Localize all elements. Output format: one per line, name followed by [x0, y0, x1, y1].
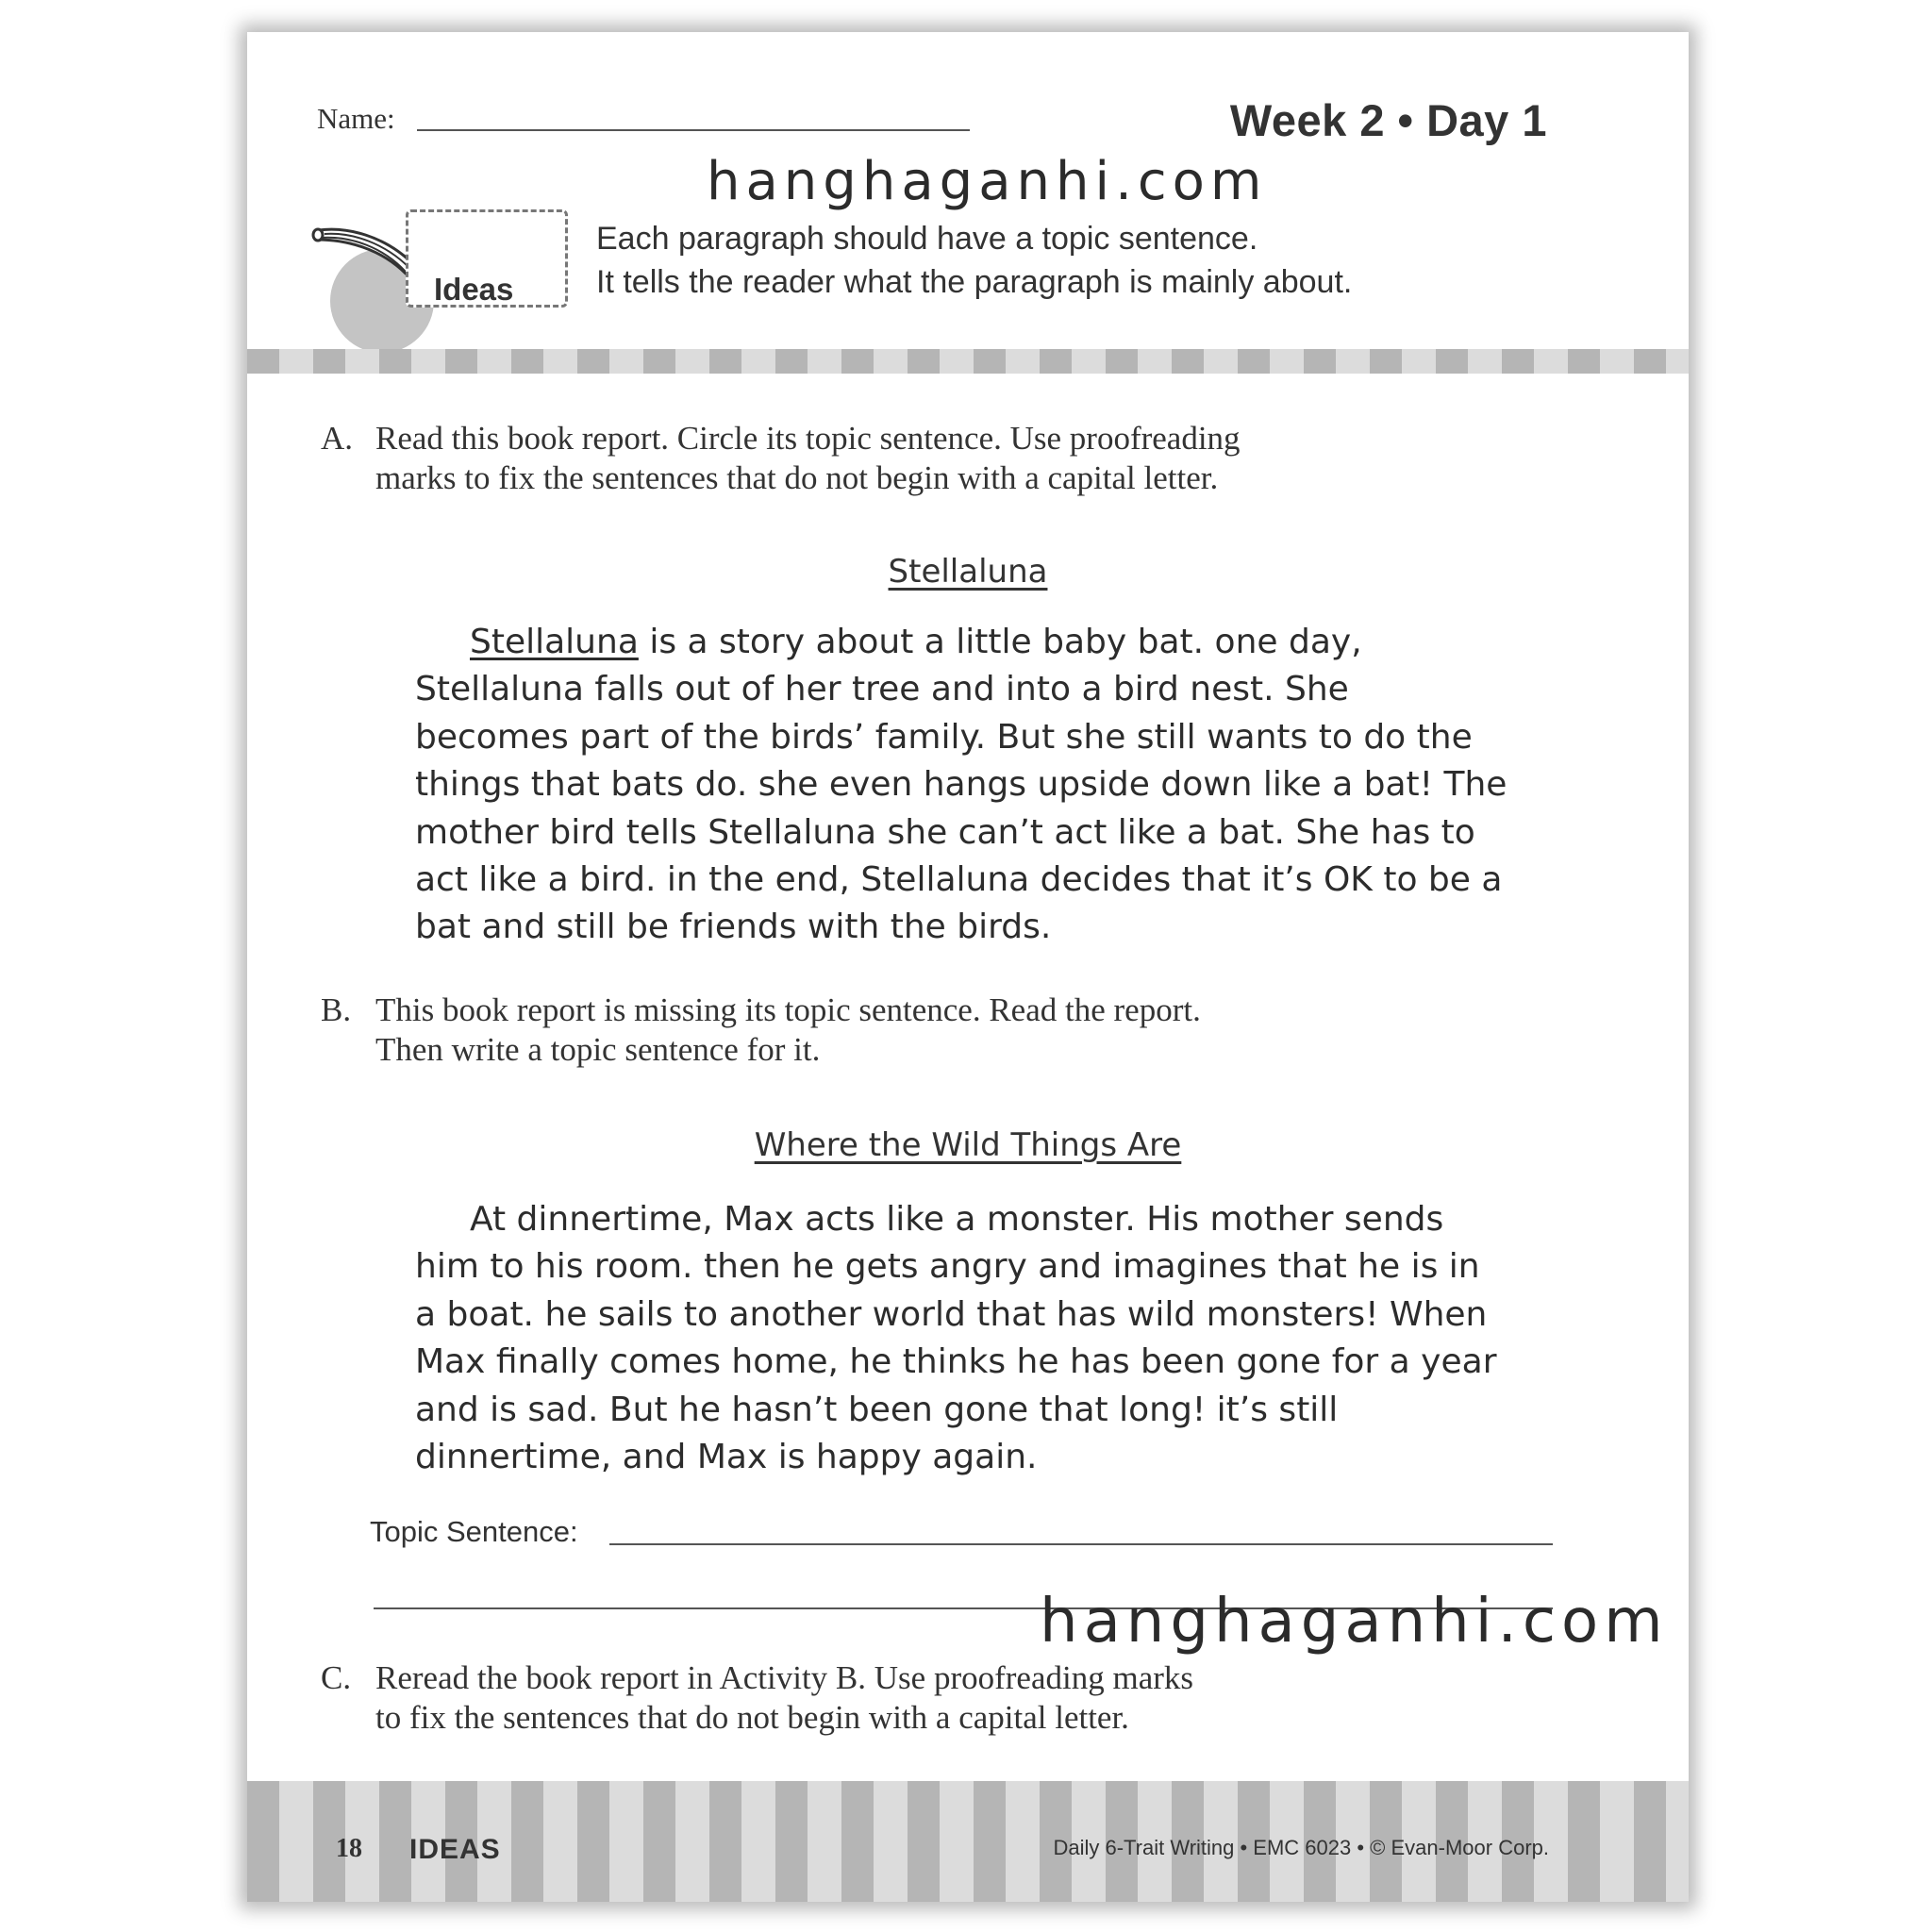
story-b-body: At dinnertime, Max acts like a monster. His mother sends him to his room. then he gets angry and imagines that he is in a boat. he sails to another world that has wild monsters! When Max finally comes home, he thinks he has been gone for a year and is sad. But he hasn’t been gone that long! it’s still dinnertime, and Max is happy again.: [415, 1200, 1497, 1477]
section-c-line-2: to fix the sentences that do not begin with a capital letter.: [375, 1699, 1129, 1736]
section-b-letter: B.: [321, 991, 352, 1028]
story-b-text: [415, 1196, 1509, 1481]
story-a-book-title: Stellaluna: [470, 623, 639, 661]
topic-sentence-label: Topic Sentence:: [370, 1515, 578, 1548]
tip-line-1: Each paragraph should have a topic sentence.: [596, 221, 1258, 257]
watermark-bottom: hanghaganhi.com: [1040, 1587, 1669, 1657]
topic-sentence-line-1[interactable]: [609, 1543, 1553, 1545]
ideas-badge: [311, 209, 575, 351]
footer-credit: Daily 6-Trait Writing • EMC 6023 • © Evan-Moor Corp.: [1053, 1836, 1549, 1859]
section-b-line-1: This book report is missing its topic sentence. Read the report.: [375, 991, 1201, 1028]
tip-line-2: It tells the reader what the paragraph is mainly about.: [596, 264, 1353, 300]
story-a-text: [415, 619, 1509, 952]
name-write-line: [417, 129, 970, 131]
section-a-instructions: [321, 419, 1453, 498]
section-a-line-1: Read this book report. Circle its topic sentence. Use proofreading: [375, 420, 1241, 457]
ideas-label: Ideas: [434, 272, 514, 307]
header-stripe-band: [247, 349, 1689, 374]
ideas-tip: [596, 217, 1352, 304]
worksheet-page: [247, 32, 1689, 1902]
footer-section-label: IDEAS: [409, 1834, 501, 1865]
section-b-instructions: [321, 991, 1453, 1070]
section-c-instructions: [321, 1658, 1453, 1738]
watermark-top: hanghaganhi.com: [707, 151, 1268, 212]
week-day-heading: Week 2 • Day 1: [1229, 95, 1547, 145]
story-a-body: is a story about a little baby bat. one day, Stellaluna falls out of her tree and into a bird nest. She becomes part of the birds’ family. But she still wants to do the things that bats do. she even hangs upside down like a bat! The mother bird tells Stellaluna she can’t act like a bat. She has to act like a bird. in the end, Stellaluna decides that it’s OK to be a bat and still be friends with the birds.: [415, 623, 1507, 947]
name-label: Name:: [317, 102, 395, 135]
page-number: 18: [336, 1834, 362, 1863]
section-c-letter: C.: [321, 1659, 352, 1696]
section-a-line-2: marks to fix the sentences that do not begin with a capital letter.: [375, 459, 1219, 496]
story-a-title: Stellaluna: [888, 553, 1048, 591]
section-a-letter: A.: [321, 420, 354, 457]
section-c-line-1: Reread the book report in Activity B. Use proofreading marks: [375, 1659, 1194, 1696]
section-b-line-2: Then write a topic sentence for it.: [375, 1031, 821, 1068]
story-b-title: Where the Wild Things Are: [754, 1126, 1182, 1164]
